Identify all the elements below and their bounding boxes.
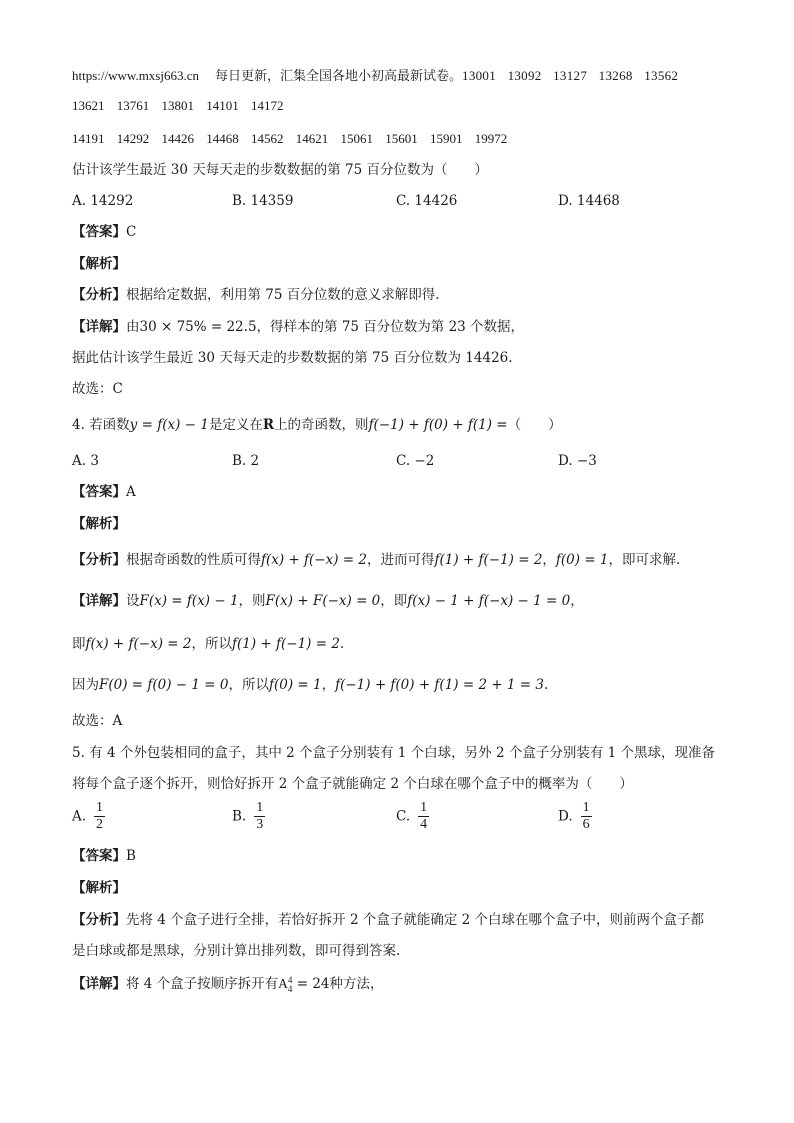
fraction xyxy=(254,800,265,833)
xiangjie-tag: 【详解】 xyxy=(72,593,126,609)
text: 即 xyxy=(72,636,86,652)
header-notice: 每日更新，汇集全国各地小初高最新试卷。 xyxy=(215,68,463,83)
text: . xyxy=(339,636,345,652)
text: 种方法， xyxy=(329,976,384,992)
q5-jiexi xyxy=(72,878,126,898)
q4-option-b: B. 2 xyxy=(232,453,260,469)
q3-option-d: D. 14468 xyxy=(558,193,620,209)
text: ， xyxy=(570,593,584,609)
text: ， xyxy=(321,677,336,693)
math-expr: f(x) + f(−x) = 2 xyxy=(85,636,192,652)
answer-value: B xyxy=(126,848,136,864)
math-expr: 30 × 75% = 22.5 xyxy=(139,319,257,335)
q3-option-b: B. 14359 xyxy=(232,193,294,209)
q5-options xyxy=(72,800,732,840)
fenxi-tag: 【分析】 xyxy=(72,287,126,303)
text: 设 xyxy=(126,593,140,609)
q4-answer xyxy=(72,482,136,502)
q5-option-d xyxy=(558,800,592,833)
fraction xyxy=(581,800,592,833)
fraction xyxy=(94,800,105,833)
xiangjie-tag: 【详解】 xyxy=(72,976,126,992)
q4-xiangjie-1 xyxy=(72,591,584,611)
q3-option-c: C. 14426 xyxy=(396,193,458,209)
jiexi-tag: 【解析】 xyxy=(72,880,126,896)
denominator: 3 xyxy=(256,817,264,832)
denominator: 6 xyxy=(582,817,590,832)
text: 因为 xyxy=(72,677,99,693)
fenxi-text: 根据给定数据，利用第 75 百分位数的意义求解即得. xyxy=(126,287,440,303)
text: 上的奇函数，则 xyxy=(274,417,369,433)
perm-sub: 4 xyxy=(287,983,293,994)
text: ，得样本的第 75 百分位数为第 23 个数据， xyxy=(256,319,525,335)
q4-guxuan: 故选：A xyxy=(72,713,123,729)
q5-fenxi-2: 是白球或都是黑球，分别计算出排列数，即可得到答案. xyxy=(72,943,401,959)
header-line xyxy=(72,66,678,86)
q4-xiangjie-2 xyxy=(72,634,344,654)
fenxi-tag: 【分析】 xyxy=(72,552,126,568)
jiexi-tag: 【解析】 xyxy=(72,516,126,532)
text: . xyxy=(544,677,549,693)
text: ，即 xyxy=(380,593,408,609)
option-label: D. xyxy=(558,808,573,825)
text: ，所以 xyxy=(191,636,232,652)
answer-tag: 【答案】 xyxy=(72,484,126,500)
jiexi-tag: 【解析】 xyxy=(72,256,126,272)
xiangjie-tag: 【详解】 xyxy=(72,319,126,335)
q5-xiangjie-1 xyxy=(72,974,384,994)
perm-sup: 4 xyxy=(287,974,293,985)
q4-jiexi xyxy=(72,514,126,534)
math-expr: F(x) + F(−x) = 0 xyxy=(265,593,381,609)
data-row-1: 13621 13761 13801 14101 14172 xyxy=(72,98,284,113)
answer-value: A xyxy=(126,484,136,500)
numerator: 1 xyxy=(96,800,104,815)
q5-fenxi-1 xyxy=(72,910,704,930)
text: 是定义在 xyxy=(208,417,263,433)
text: 根据奇函数的性质可得 xyxy=(126,552,261,568)
q3-jiexi xyxy=(72,254,126,274)
math-expr: f(1) + f(−1) = 2 xyxy=(434,552,543,568)
q4-option-a: A. 3 xyxy=(72,453,99,469)
text: 4. 若函数 xyxy=(72,417,130,433)
q3-question: 估计该学生最近 30 天每天走的步数数据的第 75 百分位数为（ ） xyxy=(72,162,489,178)
numerator: 1 xyxy=(420,800,428,815)
answer-value: C xyxy=(126,224,137,240)
q4-option-c: C. −2 xyxy=(396,453,435,469)
option-label: B. xyxy=(232,808,247,825)
header-url[interactable]: https://www.mxsj663.cn xyxy=(72,68,199,83)
math-expr: F(0) = f(0) − 1 = 0 xyxy=(99,677,229,693)
q4-fenxi xyxy=(72,550,680,570)
q5-question-line-1: 5. 有 4 个外包装相同的盒子，其中 2 个盒子分别装有 1 个白球，另外 2 个盒子分别装有 1 个黑球，现准备 xyxy=(72,745,716,761)
denominator: 4 xyxy=(420,817,428,832)
math-expr: y = f(x) − 1 xyxy=(129,417,209,433)
math-expr: f(x) − 1 + f(−x) − 1 = 0 xyxy=(407,593,571,609)
numerator: 1 xyxy=(256,800,264,815)
answer-tag: 【答案】 xyxy=(72,224,126,240)
perm-A: A xyxy=(278,976,288,991)
fenxi-tag: 【分析】 xyxy=(72,912,126,928)
q4-question xyxy=(72,415,562,435)
math-expr: f(1) + f(−1) = 2 xyxy=(231,636,340,652)
text: ，所以 xyxy=(228,677,269,693)
answer-tag: 【答案】 xyxy=(72,848,126,864)
math-expr: f(0) = 1 xyxy=(555,552,609,568)
header-data-numbers: 13001 13092 13127 13268 13562 xyxy=(462,68,679,83)
q5-option-c xyxy=(396,800,429,833)
text: （ ） xyxy=(507,417,562,433)
text: ，进而可得 xyxy=(366,552,435,568)
q3-xiangjie-1 xyxy=(72,317,524,337)
q5-option-a xyxy=(72,800,105,833)
text: 先将 4 个盒子进行全排，若恰好拆开 2 个盒子就能确定 2 个白球在哪个盒子中，则前两个盒子都 xyxy=(126,912,705,928)
q4-option-d: D. −3 xyxy=(558,453,597,469)
denominator: 2 xyxy=(96,817,104,832)
q5-option-b xyxy=(232,800,265,833)
q5-answer xyxy=(72,846,136,866)
math-expr: f(x) + f(−x) = 2 xyxy=(261,552,367,568)
text: ，则 xyxy=(238,593,266,609)
fraction xyxy=(418,800,429,833)
math-expr: f(0) = 1 xyxy=(268,677,322,693)
q3-xiangjie-2: 据此估计该学生最近 30 天每天走的步数数据的第 75 百分位数为 14426. xyxy=(72,350,513,366)
q5-question-line-2: 将每个盒子逐个拆开，则恰好拆开 2 个盒子就能确定 2 个白球在哪个盒子中的概率为（ ） xyxy=(72,776,633,792)
math-expr: f(−1) + f(0) + f(1) = xyxy=(368,417,508,433)
numerator: 1 xyxy=(582,800,590,815)
q4-xiangjie-3 xyxy=(72,675,548,695)
text: 由 xyxy=(126,319,140,335)
q3-fenxi xyxy=(72,285,440,305)
q3-answer xyxy=(72,222,136,242)
math-expr: f(−1) + f(0) + f(1) = 2 + 1 = 3 xyxy=(335,677,545,693)
option-label: A. xyxy=(72,808,87,825)
math-expr: F(x) = f(x) − 1 xyxy=(139,593,239,609)
option-label: C. xyxy=(396,808,411,825)
text: ， xyxy=(542,552,556,568)
set-R: R xyxy=(262,417,275,433)
math-expr: = 24 xyxy=(292,976,330,992)
permutation-symbol xyxy=(278,974,293,994)
text: 将 4 个盒子按顺序拆开有 xyxy=(126,976,279,992)
q3-option-a: A. 14292 xyxy=(72,193,134,209)
q3-guxuan: 故选：C xyxy=(72,381,123,397)
data-row-2: 14191 14292 14426 14468 14562 14621 15061 15601 15901 19972 xyxy=(72,131,508,146)
text: ，即可求解. xyxy=(608,552,681,568)
